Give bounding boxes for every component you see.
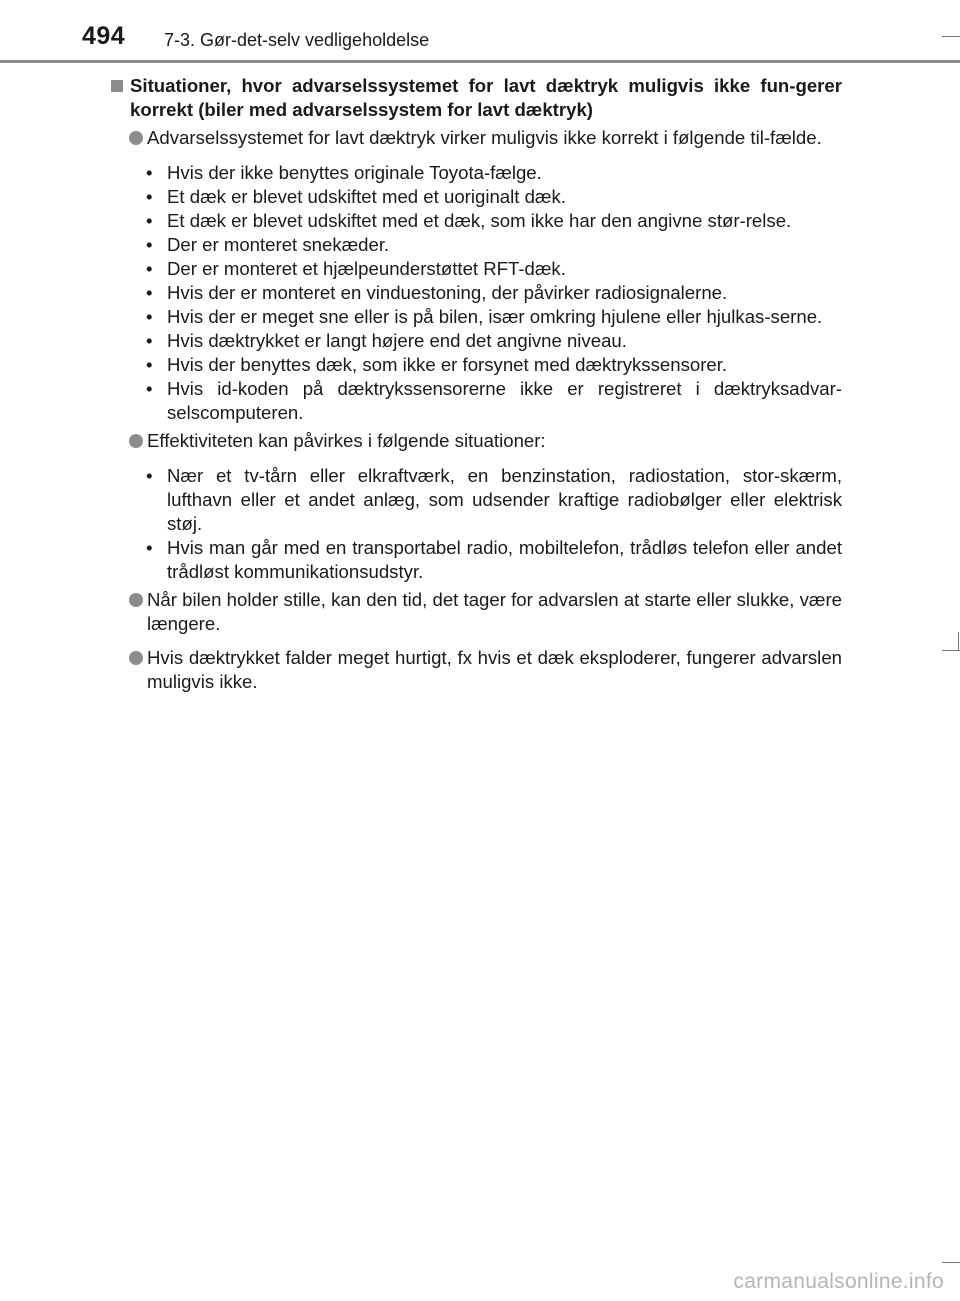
- section-heading-text: Situationer, hvor advarselssystemet for lavt dæktryk muligvis ikke fun-gerer korrekt (biler med advarselssystem for lavt dæktryk): [130, 75, 842, 120]
- circle-bullet-icon: [129, 434, 143, 448]
- bullet-item: • Der er monteret et hjælpeunderstøttet RFT-dæk.: [167, 257, 842, 281]
- circle-bullet-icon: [129, 593, 143, 607]
- bullet-item: • Et dæk er blevet udskiftet med et uoriginalt dæk.: [167, 185, 842, 209]
- bullet-item: • Et dæk er blevet udskiftet med et dæk, som ikke har den angivne stør-relse.: [167, 209, 842, 233]
- point-text: Advarselssystemet for lavt dæktryk virker muligvis ikke korrekt i følgende til-fælde.: [147, 127, 822, 148]
- point-item: [110, 646, 842, 694]
- watermark: carmanualsonline.info: [733, 1270, 944, 1293]
- circle-bullet-icon: [129, 131, 143, 145]
- crop-mark-bottom: [942, 1262, 960, 1263]
- bullet-item: • Hvis der er monteret en vinduestoning, der påvirker radiosignalerne.: [167, 281, 842, 305]
- bullet-item: • Hvis der er meget sne eller is på bilen, især omkring hjulene eller hjulkas-serne.: [167, 305, 842, 329]
- bullet-item: • Hvis id-koden på dæktrykssensorerne ikke er registreret i dæktryksadvar-selscomputeren.: [167, 377, 842, 425]
- bullet-list: [110, 161, 842, 425]
- section-heading: [110, 74, 842, 122]
- crop-mark-tick: [958, 632, 959, 650]
- document-body: [110, 74, 842, 694]
- header-rule: [0, 60, 960, 63]
- points-list: [110, 126, 842, 694]
- point-text: Når bilen holder stille, kan den tid, det tager for advarslen at starte eller slukke, være længere.: [147, 589, 842, 634]
- bullet-item: • Hvis man går med en transportabel radio, mobiltelefon, trådløs telefon eller andet trådløst kommunikationsudstyr.: [167, 536, 842, 584]
- crop-mark-middle: [942, 650, 960, 651]
- crop-mark-top: [942, 36, 960, 37]
- point-item: [110, 429, 842, 453]
- page-number: 494: [82, 22, 126, 50]
- bullet-item: • Nær et tv-tårn eller elkraftværk, en benzinstation, radiostation, stor-skærm, lufthavn eller et andet anlæg, som udsender kraftige radiobølger eller elektrisk støj.: [167, 464, 842, 536]
- point-item: [110, 588, 842, 636]
- point-text: Hvis dæktrykket falder meget hurtigt, fx hvis et dæk eksploderer, fungerer advarslen muligvis ikke.: [147, 647, 842, 692]
- bullet-list: [110, 464, 842, 584]
- running-header: 7-3. Gør-det-selv vedligeholdelse: [164, 30, 430, 50]
- point-text: Effektiviteten kan påvirkes i følgende situationer:: [147, 430, 546, 451]
- circle-bullet-icon: [129, 651, 143, 665]
- bullet-item: • Hvis der benyttes dæk, som ikke er forsynet med dæktrykssensorer.: [167, 353, 842, 377]
- bullet-item: • Hvis der ikke benyttes originale Toyota-fælge.: [167, 161, 842, 185]
- square-bullet-icon: [111, 80, 123, 92]
- bullet-item: • Hvis dæktrykket er langt højere end det angivne niveau.: [167, 329, 842, 353]
- point-item: [110, 126, 842, 150]
- bullet-item: • Der er monteret snekæder.: [167, 233, 842, 257]
